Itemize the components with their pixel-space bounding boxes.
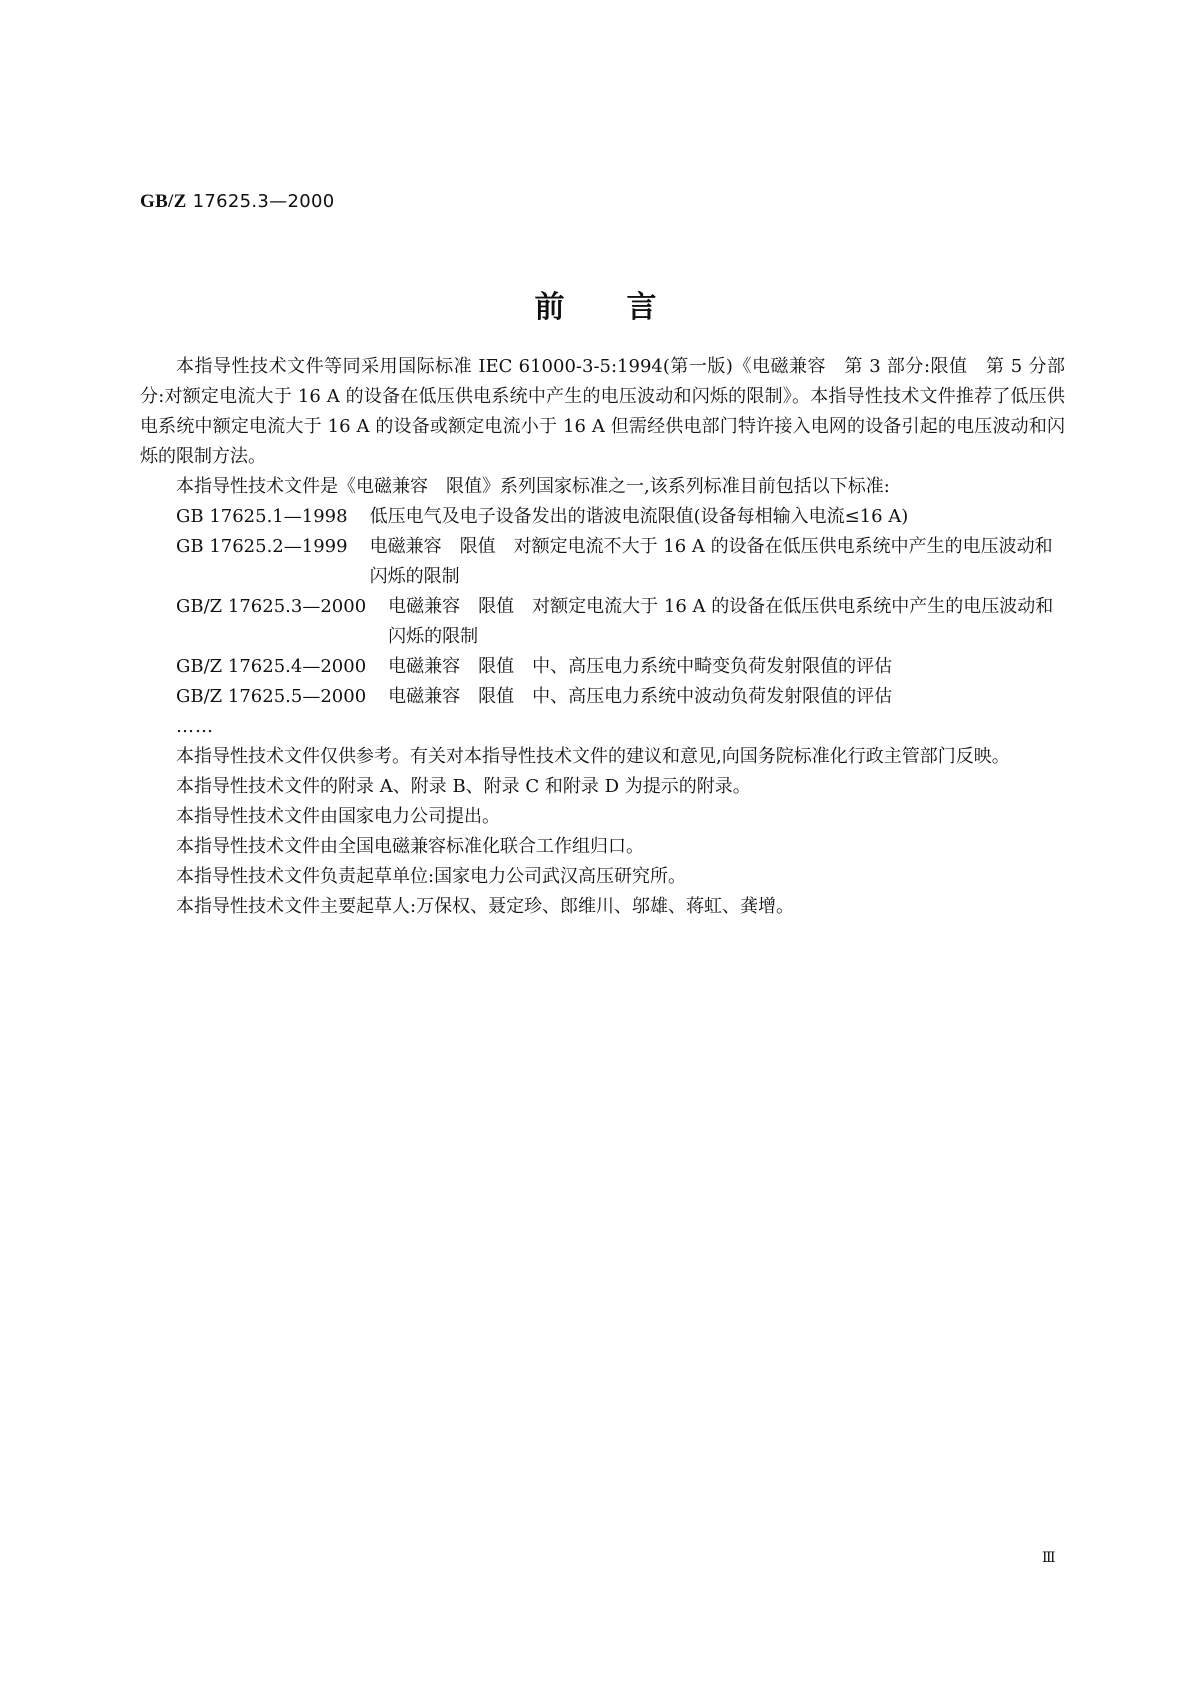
paragraph-drafting-unit: 本指导性技术文件负责起草单位:国家电力公司武汉高压研究所。 [176, 866, 687, 887]
standard-title: 电磁兼容 限值 对额定电流大于 16 A 的设备在低压供电系统中产生的电压波动和闪烁的限制 [388, 596, 1054, 647]
list-ellipsis: …… [176, 716, 214, 737]
paragraph-proposer: 本指导性技术文件由国家电力公司提出。 [176, 806, 500, 827]
standard-code: GB/Z 17625.4—2000 [176, 656, 367, 677]
standard-code: GB/Z 17625.3—2000 [176, 596, 367, 617]
paragraph-adoption: 本指导性技术文件等同采用国际标准 IEC 61000-3-5:1994(第一版)《电磁兼容 第 3 部分:限值 第 5 分部分:对额定电流大于 16 A 的设备在低压供电系统中产生的电压波动和闪烁的限制》。本指导性技术文件推荐了低压供电系统中额定电流大于 16 A 的设备或额定电流小于 16 A 但需经供电部门特许接入电网的设备引起的电压波动和闪烁的限制方法。 [140, 356, 1065, 467]
standard-title: 低压电气及电子设备发出的谐波电流限值(设备每相输入电流≤16 A) [369, 506, 909, 527]
standard-list-item [140, 502, 1065, 532]
paragraph-series: 本指导性技术文件是《电磁兼容 限值》系列国家标准之一,该系列标准目前包括以下标准: [176, 476, 890, 497]
standard-code: GB 17625.2—1999 [176, 536, 348, 557]
paragraph-drafters: 本指导性技术文件主要起草人:万保权、聂定珍、郎维川、邬雄、蒋虹、龚增。 [176, 896, 795, 917]
standard-title: 电磁兼容 限值 中、高压电力系统中畸变负荷发射限值的评估 [388, 656, 893, 677]
standard-list-item [140, 532, 1065, 592]
foreword-body [140, 352, 1065, 922]
standard-list-item [140, 592, 1065, 652]
paragraph-reference: 本指导性技术文件仅供参考。有关对本指导性技术文件的建议和意见,向国务院标准化行政主管部门反映。 [176, 746, 1010, 767]
document-header [140, 190, 334, 213]
standard-code: GB/Z 17625.5—2000 [176, 686, 367, 707]
standard-list-item [140, 682, 1065, 712]
standard-title: 电磁兼容 限值 对额定电流不大于 16 A 的设备在低压供电系统中产生的电压波动和闪烁的限制 [369, 536, 1053, 587]
standard-code: GB 17625.1—1998 [176, 506, 348, 527]
paragraph-appendix: 本指导性技术文件的附录 A、附录 B、附录 C 和附录 D 为提示的附录。 [176, 776, 751, 797]
page-title: 前言 [534, 290, 719, 325]
standard-title: 电磁兼容 限值 中、高压电力系统中波动负荷发射限值的评估 [388, 686, 893, 707]
paragraph-centralized: 本指导性技术文件由全国电磁兼容标准化联合工作组归口。 [176, 836, 644, 857]
standard-number: 17625.3—2000 [186, 191, 335, 212]
standard-list-item [140, 652, 1065, 682]
standard-prefix: GB/Z [140, 191, 187, 212]
page-number: Ⅲ [1042, 1550, 1056, 1566]
